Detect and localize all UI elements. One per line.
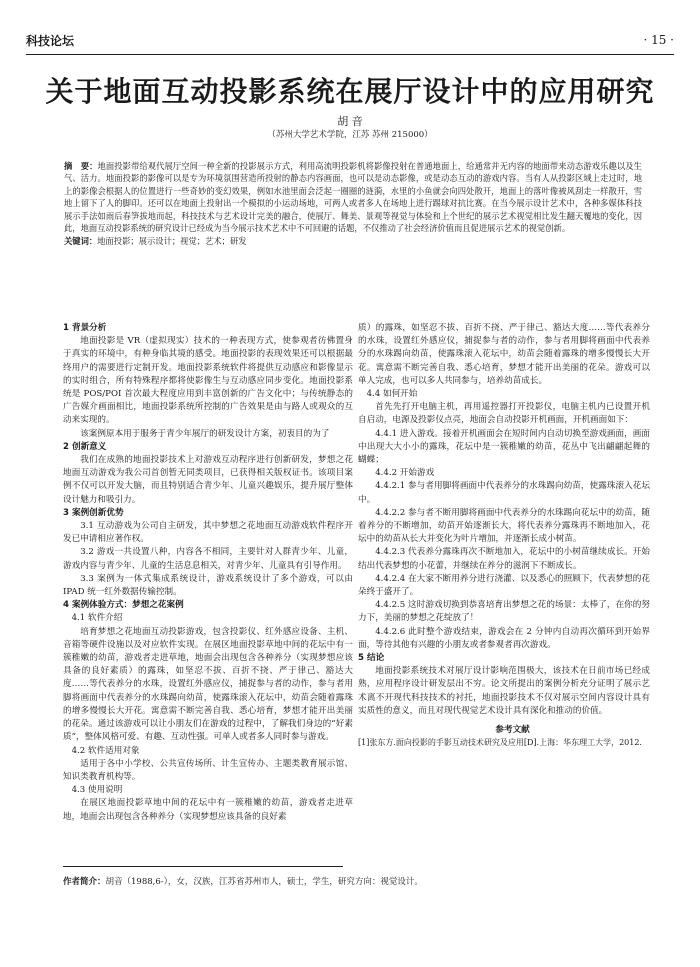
paragraph: 4.4.2.6 此时整个游戏结束，游戏会在 2 分钟内自动再次循环到开始界面，等待其他有兴趣的小朋友或者参观者再次游戏。 [358,626,650,650]
paragraph: 4.4.2.1 参与者用脚将画面中代表养分的水珠踢向幼苗，使露珠滚入花坛中。 [358,481,650,505]
reference-item: [1]张东方.面向投影的手影互动技术研究及应用[D].上海：华东理工大学，2012. [358,738,642,748]
paragraph: 4.4.1 进入游戏。接着开机画面会在短时间内自动切换至游戏画面，画面中出现大大小小的露珠，花坛中是一簇稚嫩的幼苗，花丛中飞出翩翩起舞的蝴蝶； [358,428,650,466]
right-column-body [358,322,650,718]
subsection-heading: 4.2 软件适用对象 [71,745,140,756]
paragraph: 4.4.2 开始游戏 [375,468,435,479]
abstract-label: 摘 要： [64,161,98,171]
paragraph: 培育梦想之花地面互动投影游戏，包含投影仪、红外感应设备、主机、音箱等硬件设施以及对应软件实现。在展区地面投影草地中间的花坛中有一簇稚嫩的幼苗，游戏者走进草地，地面会出现包含各种养分（实现梦想应该具备的良好素质）的露珠，如坚忍不拔、百折不挠、严于律己、豁达大度……等代表养分的水珠，设置红外感应仪，捕捉参与者的动作，参与者用脚将画面中代表养分的水珠踢向幼苗，使露珠滚入花坛中，幼苗会随着露珠的增多慢慢长大开花。寓意需不断完善自我、悉心培育，梦想才能开出美丽的花朵。通过该游戏可以让小朋友们在游戏的过程中，了解我们身边的“好素质”，整体风格可爱、有趣、互动性强。可单人或者多人同时参与游戏。 [63,626,353,743]
author-name: 胡 音 [337,115,363,128]
paragraph: 地面投影是 VR（虚拟现实）技术的一种表现方式，使参观者彷佛置身于真实的环境中，有种身临其境的感受。地面投影的表现效果还可以根据最终用户的需要进行定制开发。地面投影系统软件将提供互动感应和影像显示的实时组合，所有特殊程序都将使影像生与互动感应同步变化。地面投影系统是 POS/POI 首次最大程度应用到丰富创新的广告文化中；与传统静态的广告媒介画面相比，地面投影系统所控制的广告效果是由与路人或观众的互动来实现的。 [63,336,353,426]
paragraph: 3.3 案例为一体式集成系统设计，游戏系统设计了多个游戏，可以由 IPAD 统一红外数据传输控制。 [63,573,353,598]
author-affiliation: （苏州大学艺术学院，江苏 苏州 215000） [267,130,433,140]
paragraph: 地面投影系统技术对展厅设计影响范围极大，该技术在日前市场已经成熟，应用程序设计研发层出不穷。论文所提出的案例分析充分证明了展示艺术离不开现代科技技术的衬托，地面投影技术不仅对展示空间内容设计具有实质性的意义，而且对现代视觉艺术设计具有深化和推动的价值。 [358,666,650,716]
abstract [64,160,642,248]
paragraph: 4.4.2.4 在大家不断用养分进行浇灌、以及悉心的照顾下，代表梦想的花朵终于盛开了。 [358,573,650,598]
abstract-text: 地面投影带给观代展厅空间一种全新的投影展示方式，利用高流明投影机将影像投射在普通地面上，给通常并无内容的地面带来动态游戏乐趣以及生气、活力。地面投影的影像可以是专为环境氛围营造所投射的静态内容画面，也可以是动态影像，或是动态互动的游戏内容。当有人从投影区域上走过时，地上的影像会根据人的位置进行一些奇妙的变幻效果，例如水池里面会泛起一圈圈的涟漪，水里的小鱼就会向四处散开，地面上的落叶像被风刮走一样散开，雪地上留下了人的脚印。还可以在地面上投射出一个模拟的小运动场地，可两人或者多人在场地上进行踢球对抗比赛。在当今展示设计艺术中，各种多媒体科技展示手法如雨后春笋拔地而起，科技技术与艺术设计完美的融合，使展厅、舞美、景观等视觉与体验和上个世纪的展示艺术视觉相比发生翻天覆地的变化，因此，地面互动投影系统的研究设计已经成为当今展示技术艺术中不可回避的话题，不仅推动了社会经济价值而且促进展示艺术的视觉创新。 [64,161,642,234]
paragraph: 3.2 游戏一共设置八种，内容各不相同，主要针对人群青少年、儿童，游戏内容与青少年、儿童的生活息息相关，对青少年、儿童具有引导作用。 [63,547,353,571]
keywords [64,235,642,247]
page-number: · 15 · [643,33,674,47]
section-heading: 2 创新意义 [63,441,107,452]
paragraph: 我们在成熟的地面投影技术上对游戏互动程序进行创新研发，梦想之花地面互动游戏为我公司首创暂无同类项目，已获得相关版权证书。该项目案例不仅可以开发大脑，而且特别适合青少年、儿童兴趣娱乐，提升展厅整体设计魅力和吸引力。 [63,455,353,505]
paragraph: 质）的露珠，如坚忍不拔、百折不挠、严于律己、豁达大度……等代表养分的水珠，设置红外感应仪，捕捉参与者的动作，参与者用脚将画面中代表养分的水珠踢向幼苗，使露珠滚入花坛中，幼苗会随着露珠的增多慢慢长大开花。寓意需不断完善自我、悉心培育，梦想才能开出美丽的花朵。游戏可以单人完成，也可以多人共同参与，培养幼苗成长。 [358,323,650,386]
paragraph: 4.4.2.5 这时游戏切换到恭喜培育出梦想之花的场景：太棒了，在你的努力下，美丽的梦想之花绽放了！ [358,600,650,624]
paragraph: 4.4.2.2 参与者不断用脚将画面中代表养分的水珠踢向花坛中的幼苗，随着养分的不断增加，幼苗开始逐渐长大，将代表养分露珠再不断地加入，花坛中的幼苗从长大并变化为叶片增加，并逐渐长成小树苗。 [358,507,650,545]
paragraph: 首先先打开电脑主机，再用遥控器打开投影仪，电脑主机内已设置开机自启动，电源及投影仪点亮，地面会自动投影开机画面，开机画面如下： [358,402,650,426]
section-heading: 1 背景分析 [63,323,107,333]
paragraph: 3.1 互动游戏为公司自主研发，其中梦想之花地面互动游戏软件程序开发已申请相应著作权。 [63,521,353,545]
paragraph: 4.4.2.3 代表养分露珠再次不断地加入，花坛中的小树苗继续成长。开始结出代表梦想的小花蕾，并继续在养分的滋润下不断成长。 [358,547,650,571]
section-heading: 4 案例体验方式：梦想之花案例 [63,600,184,611]
paragraph: 适用于各中小学校、公共宣传场所、计生宣传办、主题类教育展示馆、知识类教育机构等。 [63,758,353,782]
article-title: 关于地面互动投影系统在展厅设计中的应用研究 [45,75,655,108]
subsection-heading: 4.3 使用说明 [71,785,123,796]
right-column [358,322,650,749]
left-column [63,322,353,824]
subsection-heading: 4.1 软件介绍 [71,613,123,624]
footnote-text: 胡音（1988,6-），女，汉族，江苏省苏州市人，硕士，学生，研究方向：视觉设计。 [105,877,423,887]
subsection-heading: 4.4 如何开始 [366,389,418,400]
journal-name: 科技论坛 [26,33,75,48]
section-heading: 3 案例创新优势 [63,507,124,518]
paragraph: 该案例原本用于服务于青少年展厅的研发设计方案，初衷目的为了 [80,428,330,439]
section-heading: 5 结论 [358,653,385,664]
keywords-label: 关键词： [64,236,98,247]
author-footnote [63,875,423,887]
footnote-label: 作者简介： [63,877,106,887]
references-heading: 参考文献 [495,725,530,736]
references-list [358,737,650,749]
keywords-text: 地面投影；展示设计；视觉；艺术；研发 [97,236,247,247]
header-rule [26,54,674,55]
abstract-body [64,160,642,234]
paragraph: 在展区地面投影草地中间的花坛中有一簇稚嫩的幼苗，游戏者走进草地，地面会出现包含各种养分（实现梦想应该具备的良好素 [63,798,353,822]
footnote-rule [63,866,343,867]
running-header [26,30,674,50]
